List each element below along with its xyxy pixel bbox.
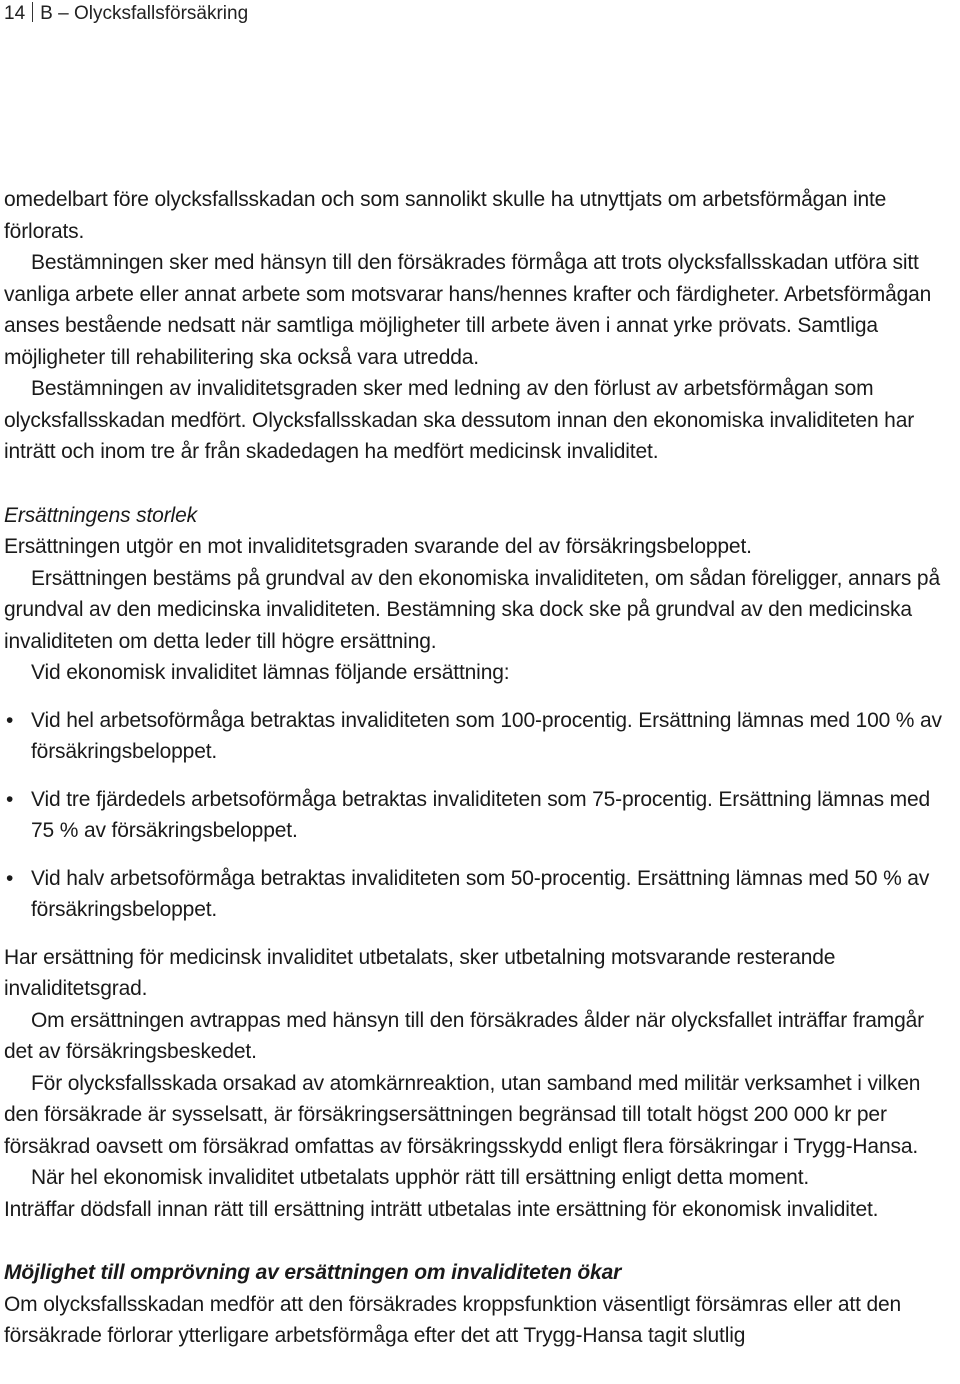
paragraph: Om olycksfallsskadan medför att den försäkrades kroppsfunktion väsentligt försämras eller att den försäkrade förlorar ytterligare arbetsförmåga efter det att Trygg-Hansa tagit slutlig [4,1292,902,1347]
page-header [4,2,248,25]
paragraph: Bestämningen av invaliditetsgraden sker med ledning av den förlust av arbetsförmågan som olycksfallsskadan medfört. Olycksfallsskadan ska dessutom innan den ekonomiska invaliditeten har inträtt och inom tre år från skadedagen ha medfört medicinsk invaliditet. [4,377,915,463]
list-item-text: Vid halv arbetsoförmåga betraktas invaliditeten som 50-procentig. Ersättning lämnas med 50 % av försäkringsbeloppet. [31,866,930,921]
section-title: B – Olycksfallsförsäkring [40,3,249,24]
bullet-list [4,705,956,926]
document-body [4,184,956,1352]
paragraph: När hel ekonomisk invaliditet utbetalats upphör rätt till ersättning enligt detta moment. [31,1166,810,1189]
paragraph: Om ersättningen avtrappas med hänsyn till den försäkrades ålder när olycksfallet inträffar framgår det av försäkringsbeskedet. [4,1008,925,1063]
paragraph: Ersättningen bestäms på grundval av den ekonomiska invaliditeten, om sådan föreligger, annars på grundval av den medicinska invaliditeten. Bestämning ska dock ske på grundval av den medicinska invaliditeten om detta leder till högre ersättning. [4,566,940,653]
paragraph: Bestämningen sker med hänsyn till den försäkrades förmåga att trots olycksfallsskadan utföra sitt vanliga arbete eller annat arbete som motsvarar hans/hennes krafter och färdigheter. Arbetsförmågan anses bestående nedsatt när samtliga möjligheter till arbete även i annat yrke prövats. Samtliga möjligheter till rehabilitering ska också vara utredda. [4,251,932,369]
list-item [4,705,956,768]
paragraph: Har ersättning för medicinsk invaliditet utbetalats, sker utbetalning motsvarande resterande invaliditetsgrad. [4,945,836,1000]
page-number: 14 [4,3,26,24]
paragraph: Inträffar dödsfall innan rätt till ersättning inträtt utbetalas inte ersättning för ekonomisk invaliditet. [4,1197,879,1221]
paragraph: omedelbart före olycksfallsskadan och som sannolikt skulle ha utnyttjats om arbetsförmågan inte förlorats. [4,188,887,243]
paragraph: Vid ekonomisk invaliditet lämnas följande ersättning: [31,661,510,684]
paragraph: Ersättningen utgör en mot invaliditetsgraden svarande del av försäkringsbeloppet. [4,535,752,558]
bullet-icon: • [6,708,14,732]
section-heading: Ersättningens storlek [4,503,197,527]
list-item [4,784,956,847]
header-divider [32,2,33,22]
list-item-text: Vid tre fjärdedels arbetsoförmåga betraktas invaliditeten som 75-procentig. Ersättning lämnas med 75 % av försäkringsbeloppet. [31,787,931,842]
bullet-icon: • [6,787,14,811]
paragraph: För olycksfallsskada orsakad av atomkärnreaktion, utan samband med militär verksamhet i vilken den försäkrade är sysselsatt, är försäkringsersättningen begränsad till totalt högst 200 000 kr per försäkrad oavsett om försäkrad omfattas av försäkringsskydd enligt flera försäkringar i Trygg-Hansa. [4,1071,921,1158]
section-heading: Möjlighet till omprövning av ersättningen om invaliditeten ökar [4,1261,622,1284]
list-item [4,863,956,926]
bullet-icon: • [6,866,14,890]
list-item-text: Vid hel arbetsoförmåga betraktas invaliditeten som 100-procentig. Ersättning lämnas med 100 % av försäkringsbeloppet. [31,708,942,763]
